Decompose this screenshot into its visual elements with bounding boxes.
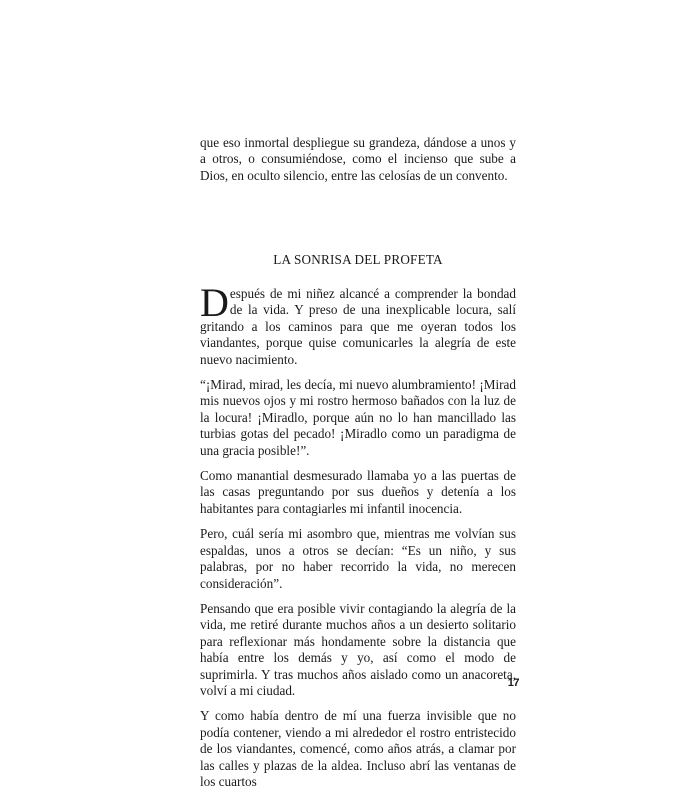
intro-text <box>200 135 516 184</box>
chapter-body <box>200 280 516 799</box>
paragraph-4: Pero, cuál sería mi asombro que, mientras me volvían sus espaldas, unos a otros se decían: “Es un niño, y sus palabras, por no haber recorrido la vida, no merecen consideración”. <box>200 526 516 591</box>
intro-paragraph: que eso inmortal despliegue su grandeza, dándose a unos y a otros, o consumiéndose, como el incienso que sube a Dios, en oculto silencio, entre las celosías de un convento. <box>200 135 516 183</box>
paragraph-2: “¡Mirad, mirad, les decía, mi nuevo alumbramiento! ¡Mirad mis nuevos ojos y mi rostro hermoso bañados con la luz de la locura! ¡Miradlo, porque aún no lo han mancillado las turbias gotas del pecado! ¡Miradlo como un paradigma de una gracia posible!”. <box>200 377 516 458</box>
paragraph-3: Como manantial desmesurado llamaba yo a las puertas de las casas preguntando por sus dueños y detenía a los habitantes para contagiarles mi infantil inocencia. <box>200 468 516 516</box>
paragraph-1 <box>200 280 516 368</box>
page-number: 17 <box>507 677 519 689</box>
paragraph-5: Pensando que era posible vivir contagiando la alegría de la vida, me retiré durante muchos años a un desierto solitario para reflexionar más hondamente sobre la distancia que había entre los demás y yo, así como el modo de suprimirla. Y tras muchos años aislado como un anacoreta, volví a mi ciudad. <box>200 600 516 698</box>
paragraph-6: Y como había dentro de mí una fuerza invisible que no podía contener, viendo a mi alrededor el rostro entristecido de los viandantes, comencé, como años atrás, a clamar por las calles y plazas de la aldea. Incluso abrí las ventanas de los cuartos <box>200 708 516 789</box>
drop-cap: D <box>200 280 229 325</box>
chapter-title: LA SONRISA DEL PROFETA <box>273 252 443 267</box>
paragraph-1-text: espués de mi niñez alcancé a comprender la bondad de la vida. Y preso de una inexplicable locura, salí gritando a los caminos para que me oyeran todos los viandantes, porque quise comunicarles la alegría de este nuevo nacimiento. <box>200 286 516 367</box>
